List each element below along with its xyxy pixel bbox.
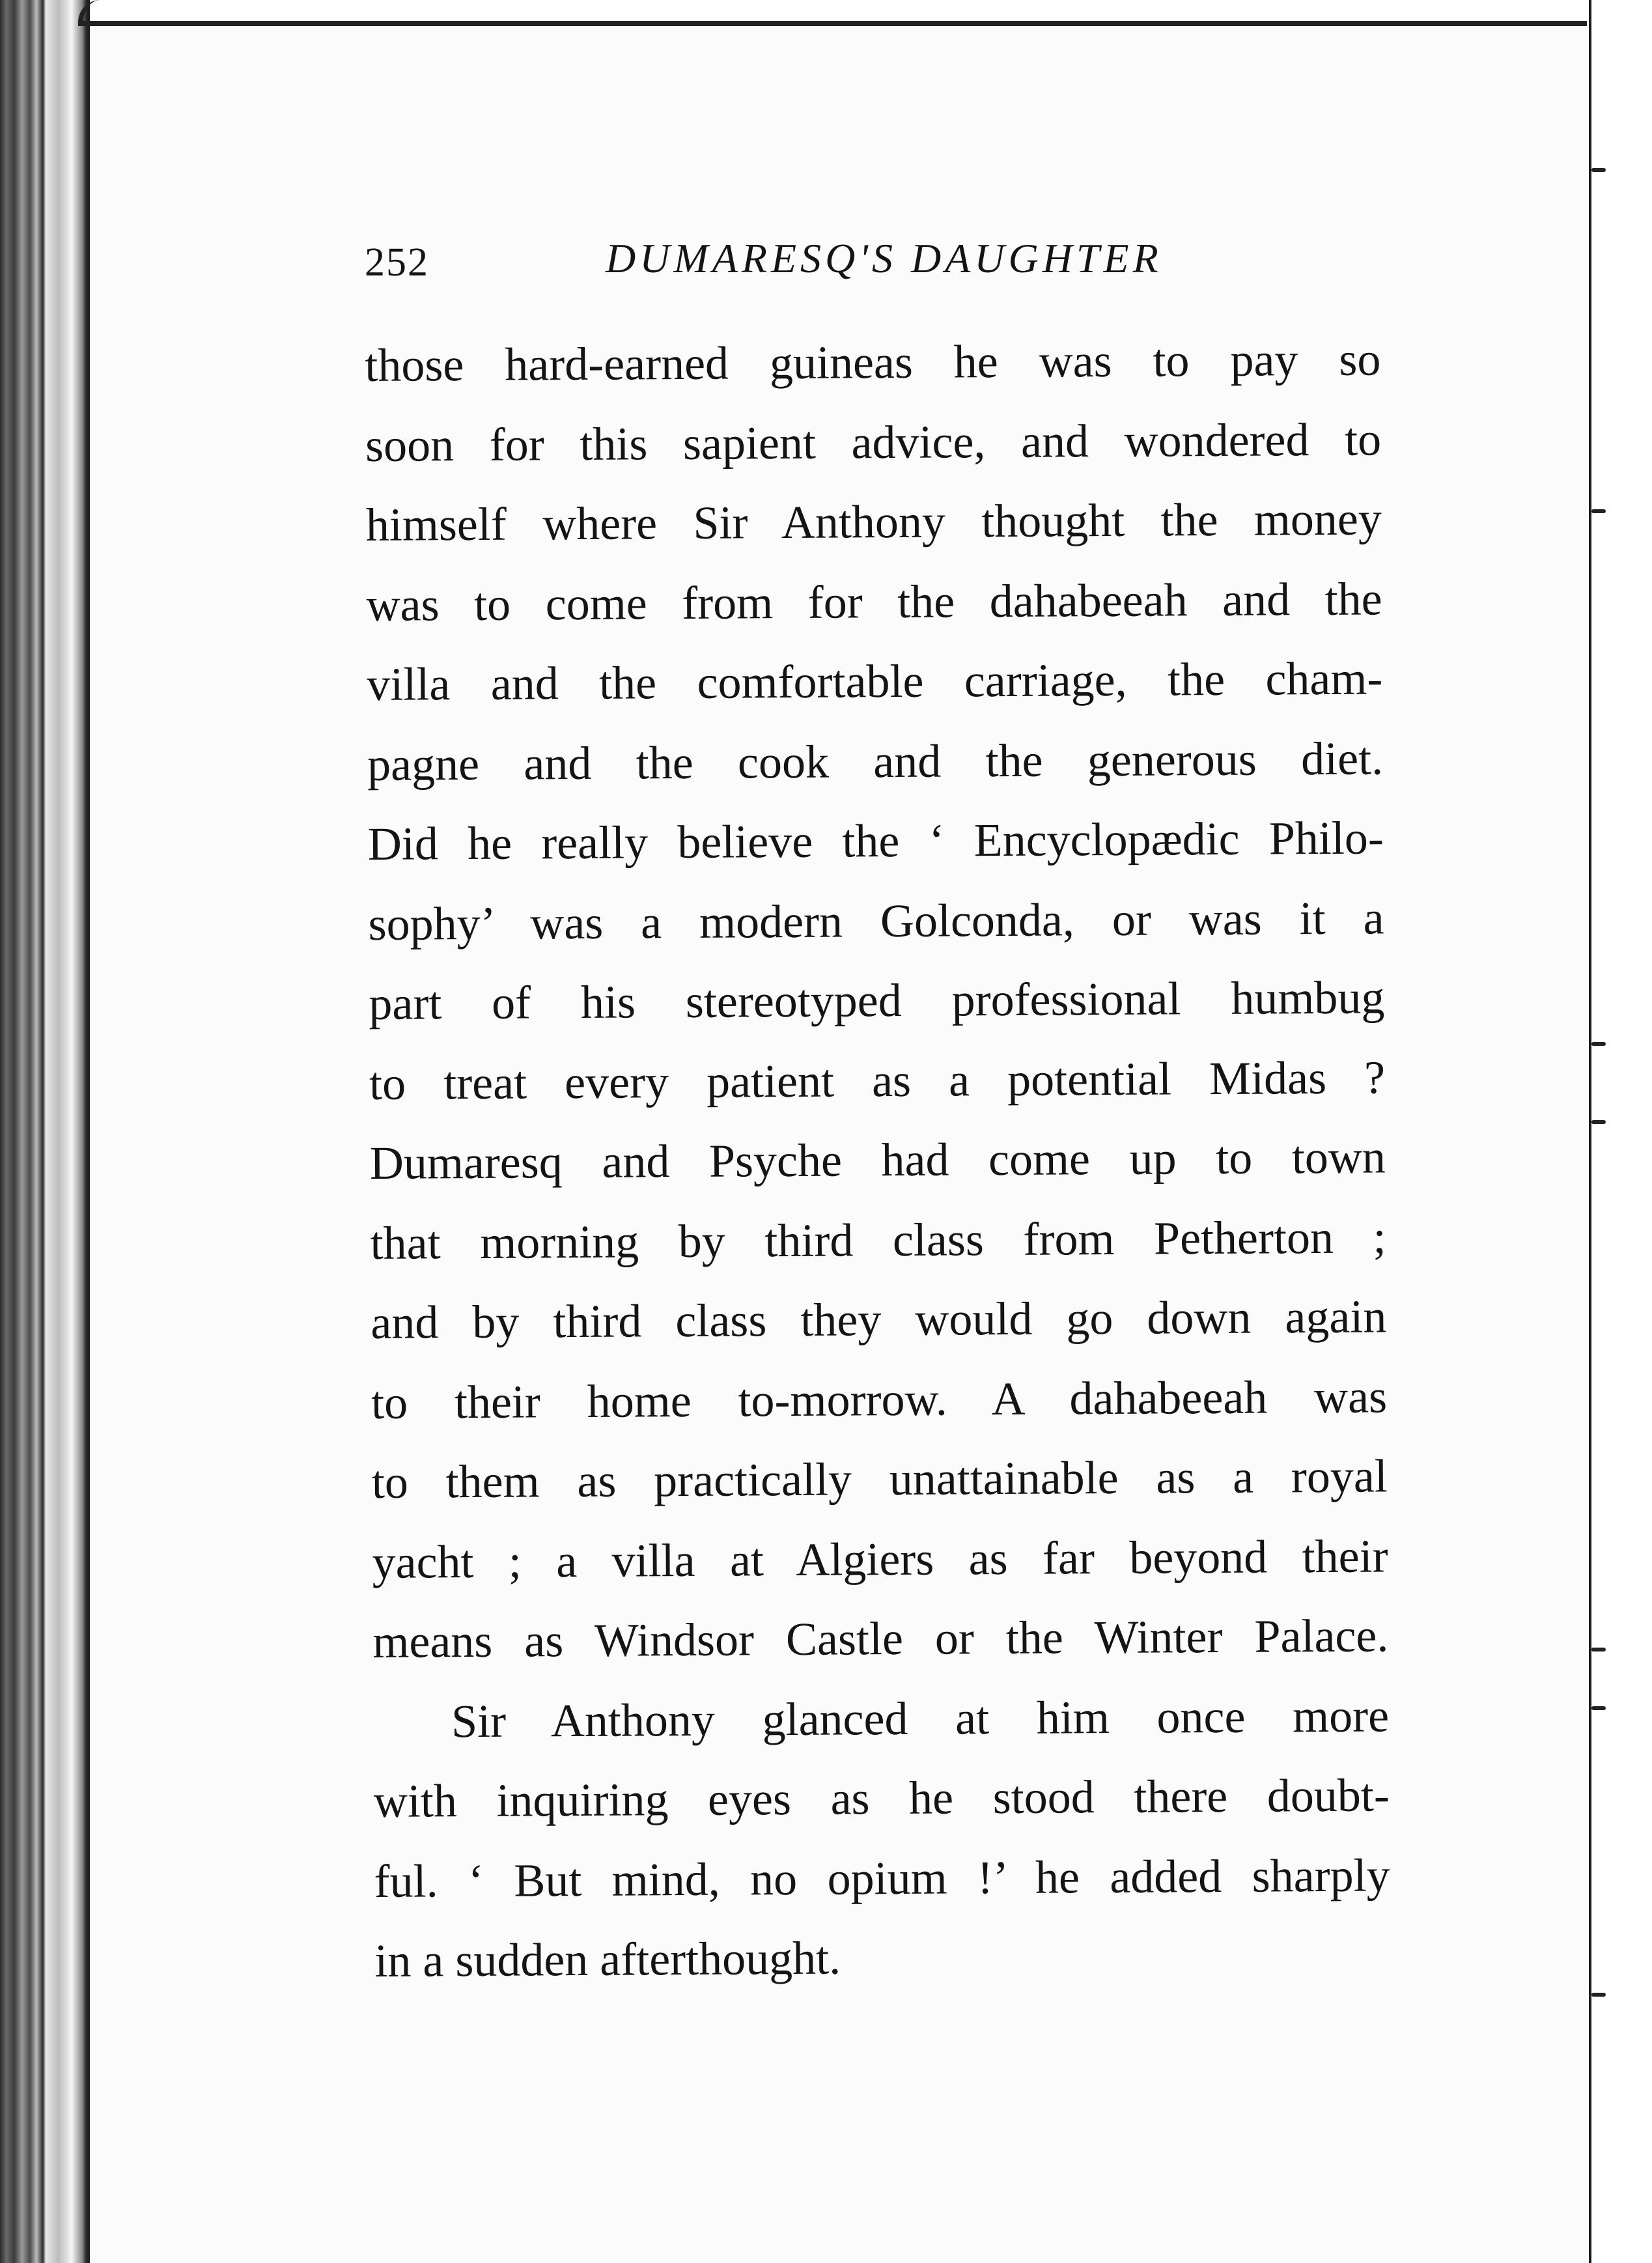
edge-mark bbox=[1591, 1120, 1606, 1124]
book-spine-shadow bbox=[0, 0, 46, 2263]
edge-mark bbox=[1591, 1993, 1606, 1997]
page-top-edge bbox=[78, 0, 1589, 26]
text-line: soon for this sapient advice, and wondered to bbox=[365, 412, 1382, 471]
edge-mark bbox=[1591, 1042, 1606, 1046]
text-line: pagne and the cook and the generous diet. bbox=[367, 731, 1384, 791]
page-right-margin bbox=[1587, 0, 1652, 2263]
text-line: was to come from for the dahabeeah and the bbox=[366, 572, 1382, 631]
text-line: to their home to-morrow. A dahabeeah was bbox=[371, 1370, 1388, 1429]
text-line: villa and the comfortable carriage, the cham- bbox=[367, 652, 1383, 710]
text-line: that morning by third class from Petherton ; bbox=[370, 1210, 1386, 1269]
text-line: ful. ‘ But mind, no opium !’ he added sharply bbox=[374, 1848, 1390, 1907]
text-line: with inquiring eyes as he stood there doubt- bbox=[373, 1769, 1390, 1827]
text-line: himself where Sir Anthony thought the money bbox=[365, 492, 1382, 551]
text-line: those hard-earned guineas he was to pay so bbox=[365, 333, 1381, 391]
body-text bbox=[365, 319, 1391, 2001]
running-head bbox=[365, 234, 1459, 293]
page-right-rule bbox=[1589, 0, 1591, 2263]
text-line: to them as practically unattainable as a royal bbox=[371, 1450, 1388, 1508]
text-line: Did he really believe the ‘ Encyclopædic Philo- bbox=[367, 811, 1384, 870]
text-line: means as Windsor Castle or the Winter Palace. bbox=[372, 1609, 1389, 1668]
edge-mark bbox=[1591, 1648, 1606, 1652]
text-line: part of his stereotyped professional humbug bbox=[369, 971, 1385, 1030]
text-line-last: in a sudden afterthought. bbox=[374, 1932, 841, 1987]
edge-mark bbox=[1591, 509, 1606, 513]
text-line: and by third class they would go down again bbox=[371, 1290, 1387, 1349]
page-number: 252 bbox=[365, 240, 429, 285]
running-head-title: DUMARESQ'S DAUGHTER bbox=[606, 235, 1162, 281]
edge-mark bbox=[1591, 1706, 1606, 1710]
text-line: sophy’ was a modern Golconda, or was it a bbox=[368, 891, 1384, 950]
paragraph-start-line: Sir Anthony glanced at him once more bbox=[451, 1689, 1390, 1747]
text-line: to treat every patient as a potential Midas ? bbox=[369, 1050, 1386, 1110]
text-line: yacht ; a villa at Algiers as far beyond their bbox=[372, 1529, 1388, 1588]
text-line: Dumaresq and Psyche had come up to town bbox=[369, 1131, 1386, 1189]
book-gutter bbox=[46, 0, 90, 2263]
edge-mark bbox=[1591, 168, 1606, 172]
